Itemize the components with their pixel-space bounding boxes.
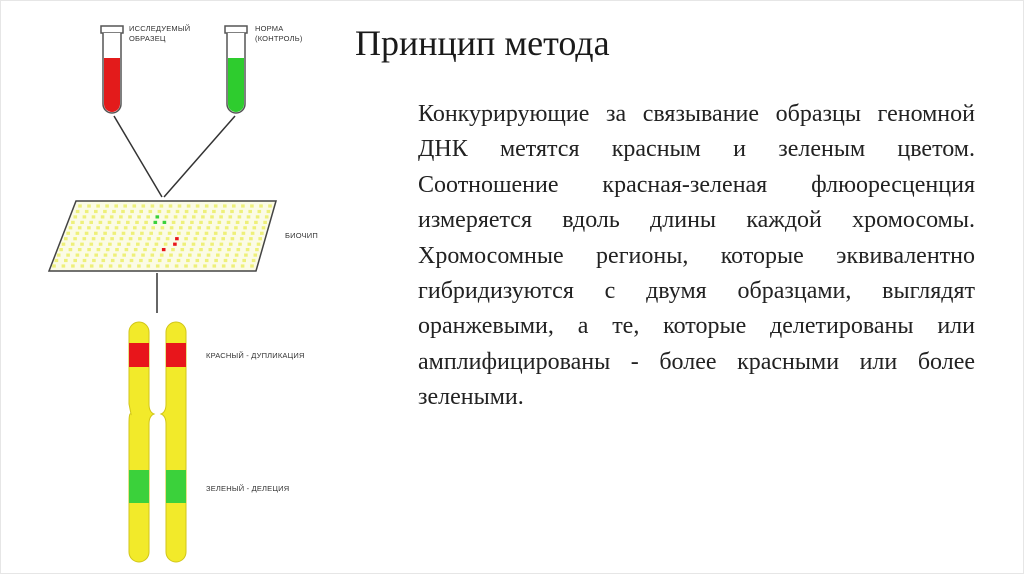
biochip-spot <box>158 259 162 262</box>
biochip-spot <box>96 204 100 207</box>
biochip-spot <box>237 248 241 251</box>
biochip-spot <box>99 243 103 246</box>
biochip-spot <box>192 215 196 218</box>
biochip-spot <box>92 259 96 262</box>
biochip-spot <box>90 243 94 246</box>
biochip-spot <box>203 237 207 240</box>
biochip-spot <box>250 204 254 207</box>
biochip-spot <box>213 264 217 267</box>
biochip-spot <box>212 210 216 213</box>
biochip-spot <box>104 254 108 257</box>
biochip-spot <box>157 237 161 240</box>
biochip-spot <box>80 221 84 224</box>
biochip-spot <box>196 204 200 207</box>
biochip-spot <box>186 259 190 262</box>
biochip-spot <box>221 237 225 240</box>
biochip-spot <box>232 204 236 207</box>
biochip-spot <box>194 210 198 213</box>
biochip-spot <box>83 215 87 218</box>
biochip-spot <box>199 248 203 251</box>
biochip-spot <box>196 259 200 262</box>
biochip-spot <box>64 259 68 262</box>
biochip-spot <box>167 259 171 262</box>
biochip-spot <box>111 259 115 262</box>
biochip-spot <box>92 215 96 218</box>
biochip-spot <box>230 210 234 213</box>
biochip-spot <box>208 221 212 224</box>
deletion-band-right <box>166 470 186 503</box>
biochip-spot <box>78 204 82 207</box>
biochip-spot <box>185 210 189 213</box>
biochip-spot <box>129 237 133 240</box>
biochip-spot <box>126 221 130 224</box>
biochip-spot <box>164 243 168 246</box>
slide-body-text: Конкурирующие за связывание образцы геномной ДНК метятся красным и зеленым цветом. Соотношение красная-зеленая флюоресценция измеряется вдоль длины каждой хромосомы. Хромосомные регионы, которые эквивалентно гибридизуются с двумя образцами, выглядят оранжевыми, а те, которые делетированы или амплифицированы - более красными или более зелеными. <box>418 101 975 411</box>
biochip-spot <box>184 264 188 267</box>
biochip-spot <box>203 210 207 213</box>
biochip-spot <box>190 221 194 224</box>
biochip-spot <box>223 232 227 235</box>
biochip-spot <box>133 226 137 229</box>
biochip-spot <box>153 248 157 251</box>
biochip-spot <box>108 221 112 224</box>
biochip-spot <box>160 254 164 257</box>
biochip-spot <box>123 204 127 207</box>
biochip-spot <box>214 259 218 262</box>
biochip-spot <box>139 210 143 213</box>
control-sample-tube <box>225 26 247 113</box>
slide-title: Принцип метода <box>355 23 610 63</box>
biochip-spot <box>223 204 227 207</box>
biochip-spot <box>262 226 266 229</box>
biochip-spot <box>151 204 155 207</box>
biochip-spot <box>267 210 271 213</box>
biochip-spot <box>175 264 179 267</box>
biochip-spot <box>71 221 75 224</box>
biochip-spot <box>155 243 159 246</box>
biochip-spot <box>197 254 201 257</box>
biochip-spot <box>122 232 126 235</box>
biochip-spot <box>174 215 178 218</box>
biochip-spot <box>85 210 89 213</box>
biochip-spot <box>214 232 218 235</box>
biochip-spot <box>105 204 109 207</box>
biochip-spot <box>103 210 107 213</box>
biochip-spot <box>151 226 155 229</box>
biochip-spot <box>214 204 218 207</box>
biochip-spot <box>71 264 75 267</box>
biochip-spot <box>132 254 136 257</box>
biochip-label: БИОЧИП <box>285 231 318 240</box>
biochip-spot <box>87 204 91 207</box>
biochip-spot <box>253 226 257 229</box>
biochip-spot <box>76 254 80 257</box>
biochip-spot <box>127 243 131 246</box>
biochip-spot <box>190 248 194 251</box>
biochip-spot <box>165 264 169 267</box>
biochip-spot <box>131 232 135 235</box>
biochip-spot <box>147 264 151 267</box>
biochip-spot <box>80 243 84 246</box>
biochip-spot <box>169 204 173 207</box>
biochip-spot <box>94 210 98 213</box>
biochip-spot <box>69 226 73 229</box>
biochip-spot <box>177 232 181 235</box>
biochip-spot <box>238 215 242 218</box>
biochip-spot <box>227 248 231 251</box>
biochip-spot <box>251 232 255 235</box>
biochip-spot <box>138 237 142 240</box>
biochip-spot <box>52 264 56 267</box>
biochip-spot <box>159 232 163 235</box>
biochip-spot <box>149 259 153 262</box>
biochip-spot <box>83 259 87 262</box>
biochip-spot <box>69 248 73 251</box>
biochip-spot <box>78 248 82 251</box>
biochip-spot <box>143 248 147 251</box>
biochip-spot <box>194 237 198 240</box>
biochip-spot <box>99 264 103 267</box>
biochip-spot <box>257 243 261 246</box>
biochip-spot <box>224 259 228 262</box>
biochip-spot <box>146 215 150 218</box>
biochip-spot <box>142 226 146 229</box>
biochip-spot <box>248 210 252 213</box>
biochip-spot <box>187 204 191 207</box>
biochip-spot <box>133 204 137 207</box>
biochip-spot <box>81 264 85 267</box>
biochip-spot <box>74 215 78 218</box>
biochip-spot <box>163 221 167 224</box>
biochip-spot <box>122 254 126 257</box>
biochip-spot <box>117 221 121 224</box>
biochip-spot <box>182 243 186 246</box>
biochip-spot <box>239 210 243 213</box>
biochip-spot <box>55 259 59 262</box>
biochip-spot <box>236 221 240 224</box>
biochip-spot <box>225 226 229 229</box>
biochip-spot <box>73 259 77 262</box>
biochip-spot <box>151 254 155 257</box>
biochip-spot <box>108 243 112 246</box>
biochip-spot <box>177 259 181 262</box>
biochip-spot <box>101 237 105 240</box>
biochip-spot <box>256 215 260 218</box>
biochip-spot <box>57 254 61 257</box>
biochip-spot <box>263 221 267 224</box>
biochip-spot <box>106 248 110 251</box>
biochip-spot <box>235 254 239 257</box>
biochip-spot <box>113 254 117 257</box>
biochip-spot <box>165 215 169 218</box>
biochip-spot <box>176 210 180 213</box>
biochip-spot <box>62 264 66 267</box>
biochip-spot <box>234 226 238 229</box>
biochip-spot <box>250 264 254 267</box>
biochip-spot <box>201 243 205 246</box>
biochip-spot <box>147 237 151 240</box>
duplication-band-right <box>166 343 186 367</box>
biochip-spot <box>209 248 213 251</box>
biochip-spot <box>118 264 122 267</box>
biochip-spot <box>254 254 258 257</box>
biochip-spot <box>218 248 222 251</box>
biochip-spot <box>115 248 119 251</box>
biochip-spot <box>166 237 170 240</box>
green-deletion-label: ЗЕЛЕНЫЙ - ДЕЛЕЦИЯ <box>206 484 290 493</box>
biochip-spot <box>212 237 216 240</box>
biochip-spot <box>161 226 165 229</box>
biochip-spot <box>171 248 175 251</box>
chromosome <box>129 322 186 562</box>
biochip-spot <box>130 210 134 213</box>
biochip-spot <box>222 264 226 267</box>
biochip-spot <box>218 221 222 224</box>
biochip-spot <box>162 248 166 251</box>
biochip-spot <box>241 204 245 207</box>
biochip-spot <box>242 259 246 262</box>
biochip-spot <box>137 264 141 267</box>
biochip-spot <box>186 232 190 235</box>
test-sample-tube <box>101 26 123 113</box>
biochip-spot <box>102 259 106 262</box>
biochip-spot <box>76 232 80 235</box>
biochip-spot <box>196 232 200 235</box>
biochip-spot <box>201 215 205 218</box>
control-sample-liquid <box>228 58 244 112</box>
biochip-spot <box>268 204 272 207</box>
biochip-spot <box>66 254 70 257</box>
biochip-spot <box>179 226 183 229</box>
biochip-spot <box>210 215 214 218</box>
biochip-spot <box>259 204 263 207</box>
biochip-spot <box>73 237 77 240</box>
biochip-spot <box>128 264 132 267</box>
biochip-spot <box>247 215 251 218</box>
connector-line-right <box>164 116 235 197</box>
biochip-spot <box>136 243 140 246</box>
biochip-spot <box>94 232 98 235</box>
tube-control-label-1: НОРМА <box>255 24 284 33</box>
biochip-spot <box>205 259 209 262</box>
biochip-spot <box>205 232 209 235</box>
biochip-spot <box>128 215 132 218</box>
biochip-spot <box>197 226 201 229</box>
biochip-spot <box>225 254 229 257</box>
biochip-spot <box>183 215 187 218</box>
biochip-spot <box>154 221 158 224</box>
biochip-spot <box>240 237 244 240</box>
biochip-spot <box>124 226 128 229</box>
biochip-spot <box>66 232 70 235</box>
biochip-spot <box>229 215 233 218</box>
biochip-spot <box>249 237 253 240</box>
biochip-spot <box>112 210 116 213</box>
biochip-spot <box>89 221 93 224</box>
biochip-spot <box>238 243 242 246</box>
biochip-spot <box>205 204 209 207</box>
biochip-spot <box>92 237 96 240</box>
biochip-spot <box>199 221 203 224</box>
biochip-spot <box>192 243 196 246</box>
biochip-spot <box>78 226 82 229</box>
tube-test-label-1: ИССЛЕДУЕМЫЙ <box>129 24 191 33</box>
tube-control-label-2: (КОНТРОЛЬ) <box>255 34 303 43</box>
biochip-spot <box>178 204 182 207</box>
biochip-spot <box>140 232 144 235</box>
biochip-spot <box>210 243 214 246</box>
biochip-spot <box>255 248 259 251</box>
biochip-spot <box>125 248 129 251</box>
biochip-spot <box>62 243 66 246</box>
tube-test-label-2: ОБРАЗЕЦ <box>129 34 166 43</box>
biochip-spot <box>258 210 262 213</box>
biochip-spot <box>64 237 68 240</box>
biochip-spot <box>220 243 224 246</box>
biochip-spot <box>119 215 123 218</box>
duplication-band-left <box>129 343 149 367</box>
biochip-spot <box>87 226 91 229</box>
biochip-spot <box>121 210 125 213</box>
biochip-spot <box>168 232 172 235</box>
biochip-spot <box>254 221 258 224</box>
biochip-spot <box>179 254 183 257</box>
biochip-spot <box>90 264 94 267</box>
biochip-spot <box>87 248 91 251</box>
biochip-spot <box>120 237 124 240</box>
biochip-spot <box>145 243 149 246</box>
biochip-spot <box>167 210 171 213</box>
biochip-spot <box>71 243 75 246</box>
biochip-spot <box>139 259 143 262</box>
biochip-spot <box>130 259 134 262</box>
biochip-spot <box>76 210 80 213</box>
biochip-spot <box>265 215 269 218</box>
biochip-spot <box>59 248 63 251</box>
biochip-spot <box>137 215 141 218</box>
biochip-spot <box>243 226 247 229</box>
biochip-spot <box>248 243 252 246</box>
biochip-spot <box>110 237 114 240</box>
biochip-spot <box>229 243 233 246</box>
deletion-band-left <box>129 470 149 503</box>
connector-line-left <box>114 116 162 197</box>
biochip-spot <box>101 215 105 218</box>
biochip-spot <box>231 237 235 240</box>
cgh-diagram <box>0 0 360 574</box>
biochip-spot <box>83 237 87 240</box>
biochip-spot <box>233 259 237 262</box>
biochip-spot <box>241 264 245 267</box>
biochip-spot <box>184 237 188 240</box>
biochip-spot <box>156 264 160 267</box>
red-duplication-label: КРАСНЫЙ - ДУПЛИКАЦИЯ <box>206 351 305 360</box>
biochip-spot <box>135 221 139 224</box>
biochip-spot <box>120 259 124 262</box>
biochip-spot <box>216 254 220 257</box>
biochip-spot <box>219 215 223 218</box>
biochip-spot <box>188 226 192 229</box>
biochip-spot <box>115 226 119 229</box>
biochip-spot <box>244 254 248 257</box>
biochip-spot <box>172 221 176 224</box>
biochip <box>49 201 276 271</box>
biochip-spot <box>156 215 160 218</box>
biochip-spot <box>246 248 250 251</box>
biochip-spot <box>142 204 146 207</box>
biochip-spot <box>106 226 110 229</box>
biochip-spot <box>141 254 145 257</box>
biochip-spot <box>203 264 207 267</box>
test-sample-liquid <box>104 58 120 112</box>
biochip-spot <box>94 254 98 257</box>
biochip-spot <box>258 237 262 240</box>
biochip-spot <box>181 221 185 224</box>
biochip-spot <box>110 215 114 218</box>
biochip-spot <box>245 221 249 224</box>
biochip-spot <box>232 232 236 235</box>
biochip-spot <box>96 226 100 229</box>
biochip-spot <box>109 264 113 267</box>
biochip-spot <box>117 243 121 246</box>
biochip-spot <box>170 226 174 229</box>
biochip-spot <box>173 243 177 246</box>
biochip-spot <box>207 226 211 229</box>
biochip-spot <box>207 254 211 257</box>
biochip-spot <box>194 264 198 267</box>
biochip-spot <box>231 264 235 267</box>
biochip-spot <box>175 237 179 240</box>
biochip-spot <box>97 248 101 251</box>
biochip-spot <box>85 232 89 235</box>
biochip-spot <box>181 248 185 251</box>
biochip-spot <box>242 232 246 235</box>
biochip-spot <box>134 248 138 251</box>
biochip-spot <box>216 226 220 229</box>
biochip-spot <box>252 259 256 262</box>
biochip-spot <box>160 204 164 207</box>
biochip-spot <box>149 210 153 213</box>
biochip-spot <box>103 232 107 235</box>
biochip-spot <box>99 221 103 224</box>
biochip-spot <box>158 210 162 213</box>
biochip-spot <box>169 254 173 257</box>
biochip-spot <box>114 204 118 207</box>
biochip-spot <box>85 254 89 257</box>
biochip-spot <box>149 232 153 235</box>
biochip-spot <box>113 232 117 235</box>
biochip-spot <box>227 221 231 224</box>
biochip-spot <box>221 210 225 213</box>
biochip-spot <box>144 221 148 224</box>
biochip-spot <box>188 254 192 257</box>
biochip-spot <box>260 232 264 235</box>
